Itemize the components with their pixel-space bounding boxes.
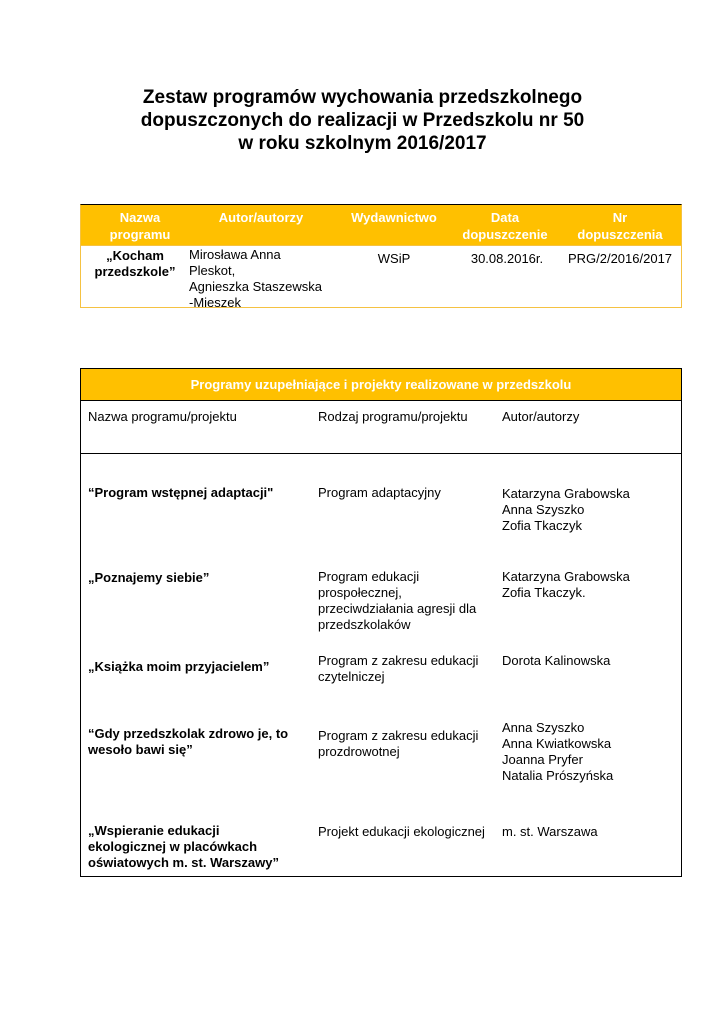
program-authors: Anna Szyszko Anna Kwiatkowska Joanna Pryfer Natalia Prószyńska (502, 720, 614, 783)
programs-table (80, 204, 682, 308)
header-program-name: Nazwa programu (109, 210, 171, 242)
programs-table-header (81, 205, 681, 246)
program-type: Projekt edukacji ekologicznej (318, 824, 485, 839)
program-type: Program z zakresu edukacji prozdrowotnej (318, 728, 479, 759)
row-author: Mirosława Anna Pleskot, Agnieszka Staszewska -Mieszek (189, 247, 322, 310)
row-program-name: „Kocham przedszkole” (94, 248, 176, 279)
program-name: „Wspieranie edukacji ekologicznej w placówkach oświatowych m. st. Warszawy” (88, 823, 279, 870)
supplementary-programs-table (80, 368, 682, 877)
header-author: Autor/autorzy (218, 210, 304, 225)
program-authors: Dorota Kalinowska (502, 653, 611, 668)
row-publisher: WSiP (377, 251, 411, 266)
program-name: „Książka moim przyjacielem” (88, 659, 270, 674)
document-title (0, 86, 725, 155)
program-authors: Katarzyna Grabowska Anna Szyszko Zofia Tkaczyk (502, 486, 630, 533)
program-type: Program z zakresu edukacji czytelniczej (318, 653, 479, 684)
row-date: 30.08.2016r. (470, 251, 544, 266)
program-authors: m. st. Warszawa (502, 824, 598, 839)
title-line-3: w roku szkolnym 2016/2017 (238, 133, 487, 154)
program-type: Program adaptacyjny (318, 485, 441, 500)
program-type: Program edukacji prospołecznej, przeciwdziałania agresji dla przedszkolaków (318, 569, 477, 632)
program-name: „Poznajemy siebie” (88, 570, 210, 585)
program-name: “Program wstępnej adaptacji" (88, 485, 274, 500)
header-publisher: Wydawnictwo (351, 210, 437, 225)
header-date: Data dopuszczenie (462, 210, 548, 242)
supplementary-table-title: Programy uzupełniające i projekty realizowane w przedszkolu (81, 369, 681, 401)
title-line-1: Zestaw programów wychowania przedszkolnego (142, 87, 583, 108)
column-header-type: Rodzaj programu/projektu (318, 409, 468, 424)
title-line-2: dopuszczonych do realizacji w Przedszkolu nr 50 (140, 110, 585, 131)
row-number: PRG/2/2016/2017 (567, 251, 673, 266)
column-header-authors: Autor/autorzy (502, 409, 580, 424)
program-name: “Gdy przedszkolak zdrowo je, to wesoło bawi się” (88, 726, 289, 757)
column-header-name: Nazwa programu/projektu (88, 409, 237, 424)
header-number: Nr dopuszczenia (577, 210, 663, 242)
program-authors: Katarzyna Grabowska Zofia Tkaczyk. (502, 569, 630, 600)
supplementary-table-column-headers (81, 401, 681, 454)
